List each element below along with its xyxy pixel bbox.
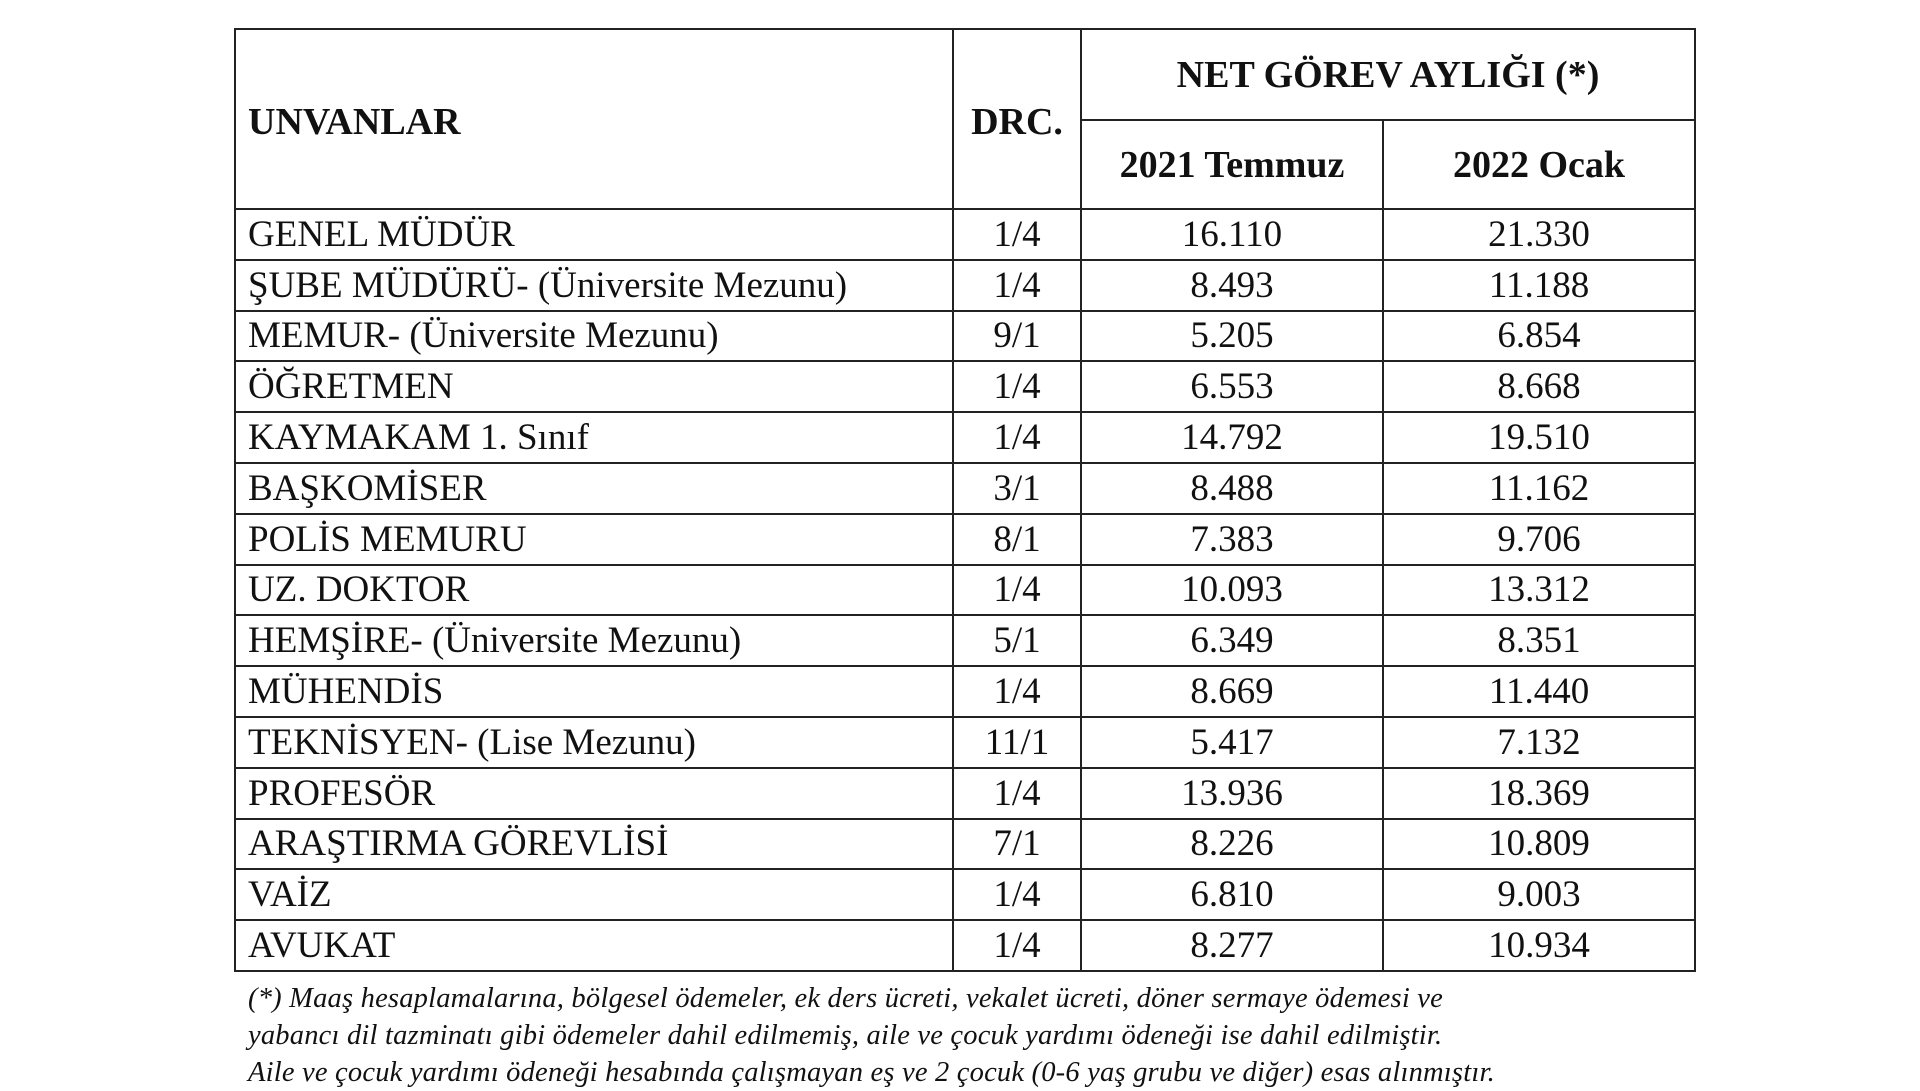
footnote-line-3: Aile ve çocuk yardımı ödeneği hesabında çalışmayan eş ve 2 çocuk (0-6 yaş grubu ve diğer) esas alınmıştır.	[248, 1056, 1495, 1088]
cell-grade: 1/4	[953, 869, 1081, 920]
cell-title: GENEL MÜDÜR	[235, 209, 953, 260]
salary-document	[234, 28, 1694, 1091]
cell-2022-salary: 18.369	[1383, 768, 1695, 819]
cell-grade: 1/4	[953, 412, 1081, 463]
cell-grade: 1/4	[953, 666, 1081, 717]
header-title: UNVANLAR	[235, 29, 953, 209]
cell-grade: 7/1	[953, 819, 1081, 870]
cell-2022-salary: 10.809	[1383, 819, 1695, 870]
cell-title: UZ. DOKTOR	[235, 565, 953, 616]
cell-2021-salary: 8.669	[1081, 666, 1383, 717]
cell-2022-salary: 11.440	[1383, 666, 1695, 717]
table-body	[235, 209, 1695, 971]
cell-2022-salary: 13.312	[1383, 565, 1695, 616]
cell-title: BAŞKOMİSER	[235, 463, 953, 514]
table-row	[235, 819, 1695, 870]
cell-2021-salary: 8.488	[1081, 463, 1383, 514]
cell-2021-salary: 8.226	[1081, 819, 1383, 870]
cell-2022-salary: 7.132	[1383, 717, 1695, 768]
cell-grade: 3/1	[953, 463, 1081, 514]
cell-grade: 11/1	[953, 717, 1081, 768]
cell-title: ŞUBE MÜDÜRÜ- (Üniversite Mezunu)	[235, 260, 953, 311]
cell-title: POLİS MEMURU	[235, 514, 953, 565]
cell-2021-salary: 6.349	[1081, 615, 1383, 666]
cell-title: MEMUR- (Üniversite Mezunu)	[235, 311, 953, 362]
cell-grade: 1/4	[953, 260, 1081, 311]
table-row	[235, 260, 1695, 311]
cell-2021-salary: 5.205	[1081, 311, 1383, 362]
cell-2022-salary: 8.668	[1383, 361, 1695, 412]
table-row	[235, 361, 1695, 412]
footnote-line-1: (*) Maaş hesaplamalarına, bölgesel ödemeler, ek ders ücreti, vekalet ücreti, döner sermaye ödemesi ve	[248, 982, 1443, 1014]
table-row	[235, 869, 1695, 920]
cell-2022-salary: 6.854	[1383, 311, 1695, 362]
cell-title: MÜHENDİS	[235, 666, 953, 717]
footnote-line-2: yabancı dil tazminatı gibi ödemeler dahil edilmemiş, aile ve çocuk yardımı ödeneği ise dahil edilmiştir.	[248, 1019, 1443, 1051]
cell-2022-salary: 19.510	[1383, 412, 1695, 463]
table-row	[235, 463, 1695, 514]
cell-grade: 1/4	[953, 920, 1081, 971]
cell-grade: 1/4	[953, 209, 1081, 260]
table-row	[235, 666, 1695, 717]
cell-2022-salary: 8.351	[1383, 615, 1695, 666]
cell-title: ARAŞTIRMA GÖREVLİSİ	[235, 819, 953, 870]
cell-2021-salary: 7.383	[1081, 514, 1383, 565]
cell-title: ÖĞRETMEN	[235, 361, 953, 412]
header-year-2021: 2021 Temmuz	[1081, 120, 1383, 209]
table-row	[235, 412, 1695, 463]
cell-2021-salary: 5.417	[1081, 717, 1383, 768]
table-row	[235, 615, 1695, 666]
cell-grade: 1/4	[953, 768, 1081, 819]
cell-title: AVUKAT	[235, 920, 953, 971]
cell-2022-salary: 21.330	[1383, 209, 1695, 260]
table-row	[235, 920, 1695, 971]
table-row	[235, 717, 1695, 768]
cell-2021-salary: 13.936	[1081, 768, 1383, 819]
cell-2022-salary: 10.934	[1383, 920, 1695, 971]
cell-2021-salary: 8.493	[1081, 260, 1383, 311]
cell-grade: 8/1	[953, 514, 1081, 565]
cell-grade: 9/1	[953, 311, 1081, 362]
cell-2021-salary: 6.553	[1081, 361, 1383, 412]
cell-title: PROFESÖR	[235, 768, 953, 819]
cell-2021-salary: 14.792	[1081, 412, 1383, 463]
cell-title: HEMŞİRE- (Üniversite Mezunu)	[235, 615, 953, 666]
salary-table	[234, 28, 1696, 972]
table-row	[235, 311, 1695, 362]
cell-grade: 1/4	[953, 565, 1081, 616]
cell-2022-salary: 9.003	[1383, 869, 1695, 920]
cell-2021-salary: 6.810	[1081, 869, 1383, 920]
cell-2021-salary: 8.277	[1081, 920, 1383, 971]
header-grade: DRC.	[953, 29, 1081, 209]
table-header	[235, 29, 1695, 209]
header-net-salary: NET GÖREV AYLIĞI (*)	[1081, 29, 1695, 120]
cell-title: TEKNİSYEN- (Lise Mezunu)	[235, 717, 953, 768]
cell-2021-salary: 10.093	[1081, 565, 1383, 616]
table-row	[235, 565, 1695, 616]
cell-2022-salary: 9.706	[1383, 514, 1695, 565]
footnote	[234, 980, 1694, 1091]
cell-grade: 5/1	[953, 615, 1081, 666]
table-row	[235, 209, 1695, 260]
cell-title: VAİZ	[235, 869, 953, 920]
cell-grade: 1/4	[953, 361, 1081, 412]
cell-2021-salary: 16.110	[1081, 209, 1383, 260]
cell-2022-salary: 11.188	[1383, 260, 1695, 311]
table-row	[235, 768, 1695, 819]
table-row	[235, 514, 1695, 565]
header-year-2022: 2022 Ocak	[1383, 120, 1695, 209]
cell-2022-salary: 11.162	[1383, 463, 1695, 514]
cell-title: KAYMAKAM 1. Sınıf	[235, 412, 953, 463]
